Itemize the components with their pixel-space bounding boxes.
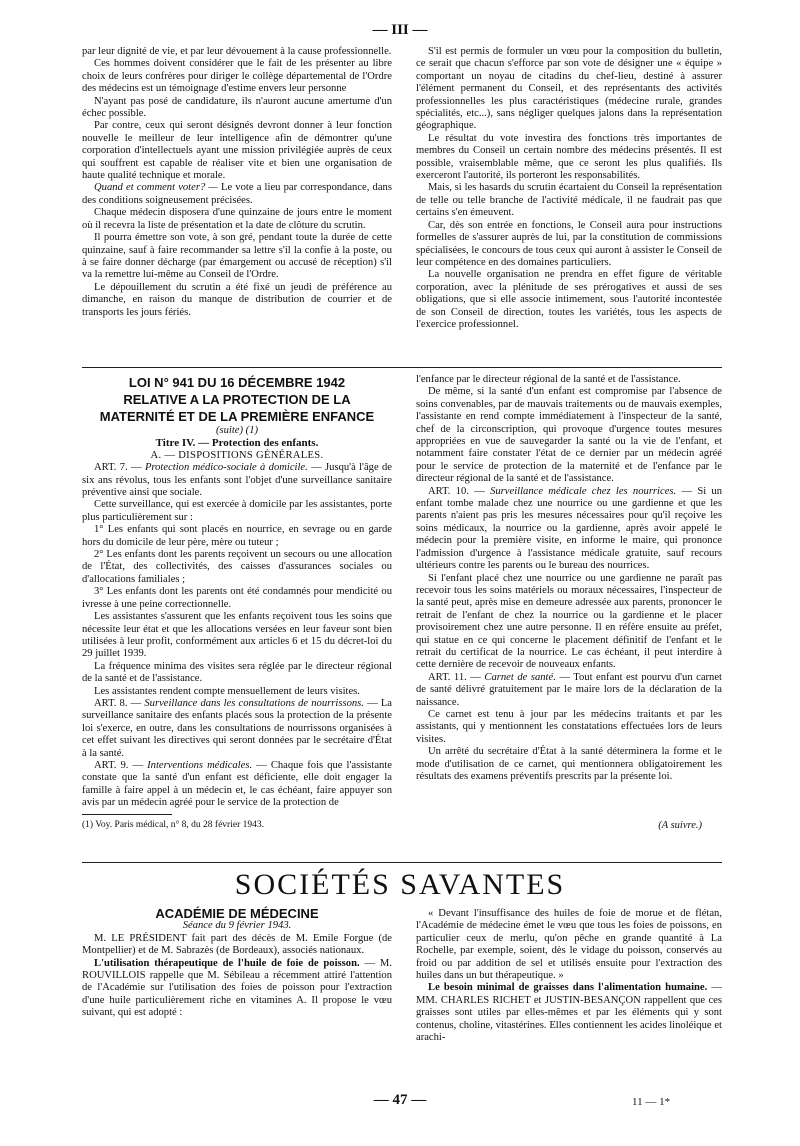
paragraph: 2° Les enfants dont les parents reçoivent un secours ou une allocation de l'État, des collectivités, des caisses d'assurances sociales ou d'allocations familiales ; [82, 549, 392, 585]
section-a-heading: A. — DISPOSITIONS GÉNÉRALES. [150, 449, 324, 461]
footnote: (1) Voy. Paris médical, n° 8, du 28 février 1943. [82, 820, 264, 830]
communication-text: — M. ROUVILLOIS rappelle que M. Sébileau a récemment attiré l'attention de l'Académie sur l'utilisation des foies de poisson pour l'extraction d'une huile particulièrement riche en vitamines A. Il propose le vœu suivant, qui est adopté : [82, 957, 393, 1019]
column-top-left [82, 46, 392, 319]
article-text: — Chaque fois que l'assistante constate que la santé d'un enfant est déficiente, elle doit engager la famille à faire appel à un médecin et, le cas échéant, faire appuyer son avis par un médecin agréé pour le service de la protection de [82, 759, 392, 809]
law-title-line-1: LOI N° 941 DU 16 DÉCEMBRE 1942 [128, 375, 346, 390]
law-suite: (suite) (1) [215, 425, 259, 436]
paragraph: par leur dignité de vie, et par leur dévouement à la cause professionnelle. [82, 46, 392, 57]
paragraph: M. LE PRÉSIDENT fait part des décès de M. Emile Forgue (de Montpellier) et de M. Sabrazès (de Bordeaux), associés nationaux. [82, 932, 392, 957]
article-title: Protection médico-sociale à domicile. [144, 462, 308, 474]
paragraph-text: Le vote a lieu par correspondance, dans des conditions soigneusement précisées. [82, 182, 392, 206]
paragraph: La fréquence minima des visites sera réglée par le directeur régional de la santé et de l'assistance. [82, 660, 392, 685]
paragraph: 1° Les enfants qui sont placés en nourrice, en sevrage ou en garde hors du domicile de leur père, mère ou tuteur ; [82, 524, 392, 548]
paragraph: Chaque médecin disposera d'une quinzaine de jours entre le moment où il recevra la liste de présentation et la date de clôture du scrutin. [82, 207, 392, 231]
paragraph: Les assistantes s'assurent que les enfants reçoivent tous les soins que nécessite leur état et que les allocations versées en leur faveur sont bien utilisées à leur profit, conformément aux articles 6 et 15 du décret-loi du 29 juillet 1939. [82, 611, 392, 660]
paragraph: Le dépouillement du scrutin a été fixé un jeudi de préférence au dimanche, en raison du manque de distribution de courrier et de transports les jours fériés. [82, 281, 392, 318]
article-8 [82, 698, 392, 760]
section-divider [82, 367, 722, 368]
page-number: — 47 — [373, 1092, 427, 1108]
communication [82, 958, 392, 1020]
article-text: — La surveillance sanitaire des enfants placés sous la protection de la présente loi s'exerce, en outre, dans les consultations de nourrissons organisées à cet effet suivant les directives qui seront données par le secrétaire d'État à la santé. [82, 697, 392, 759]
column-top-right [416, 46, 722, 331]
article-9 [82, 760, 392, 810]
paragraph: S'il est permis de formuler un vœu pour la composition du bulletin, ce serait que chacun s'efforce par son vote de désigner une « équipe » comportant un noyau de citadins du chef-lieu, destiné à assurer l'élément permanent du Conseil, et des représentants des activités professionnelles les plus caractéristiques (médecine rurale, grandes spécialités, etc...), sans négliger quelques jalons dans la représentation géographique. [416, 46, 722, 132]
law-title-line-2: RELATIVE A LA PROTECTION DE LA [123, 392, 351, 407]
a-suivre: (A suivre.) [658, 820, 702, 831]
article-text: — Jusqu'à l'âge de six ans révolus, tous les enfants sont l'objet d'une surveillance sanitaire préventive ainsi que sociale. [82, 462, 392, 499]
societes-savantes-banner: SOCIÉTÉS SAVANTES [234, 868, 566, 901]
paragraph: 3° Les enfants dont les parents ont été condamnés pour mendicité ou ivresse à une peine correctionnelle. [82, 586, 392, 610]
column-law-left [82, 374, 392, 810]
communication-title: Le besoin minimal de graisses dans l'alimentation humaine. [428, 982, 708, 994]
paragraph: Cette surveillance, qui est exercée à domicile par les assistantes, porte plus particulièrement sur : [82, 499, 392, 523]
signature-mark: 11 — 1* [632, 1096, 671, 1108]
paragraph: Mais, si les hasards du scrutin écartaient du Conseil la représentation de telle ou telle branche de l'activité médicale, il ne faudrait pas que certains s'en émeuvent. [416, 182, 722, 219]
article-lead: ART. 8. — [94, 697, 142, 709]
seance-date: Séance du 9 février 1943. [182, 920, 292, 932]
article-10 [416, 486, 722, 573]
column-bottom-right [416, 908, 722, 1044]
section-divider [82, 862, 722, 863]
paragraph: Les assistantes rendent compte mensuellement de leurs visites. [94, 685, 360, 697]
page-roman-number: — III — [372, 22, 428, 38]
article-7 [82, 462, 392, 499]
paragraph: Ces hommes doivent considérer que le fait de les présenter au libre choix de leurs confrères pour diriger le collège départemental de l'Ordre des médecins est un témoignage d'estime envers leur personne [82, 58, 392, 95]
paragraph: l'enfance par le directeur régional de la santé et de l'assistance. [416, 374, 681, 385]
article-lead: ART. 11. — [428, 671, 481, 683]
paragraph [82, 182, 392, 207]
title-iv: Titre IV. — Protection des enfants. [155, 437, 319, 450]
paragraph: Par contre, ceux qui seront désignés devront donner à leur fonction nouvelle le meilleur de leur intelligence afin de démontrer qu'une corporation d'intellectuels ayant une mission privilégiée auprès de ceux qui souffrent est capable de réaliser vite et bien une organisation de haute qualité technique et morale. [82, 120, 392, 182]
paragraph: La nouvelle organisation ne prendra en effet figure de véritable corporation, avec la plénitude de ses prérogatives et aussi de ses obligations, que si elle associe intimement, sous l'autorité incontestée de son Conseil de direction, toutes les variétés, tous les aspects de l'exercice professionnel. [416, 269, 722, 330]
communication-title: L'utilisation thérapeutique de l'huile de foie de poisson. [94, 957, 360, 969]
paragraph: Si l'enfant placé chez une nourrice ou une gardienne ne paraît pas recevoir tous les soins matériels ou moraux nécessaires, l'inspecteur de la santé peut, après mise en demeure adressée aux parents, prononcer le retrait de l'enfant de chez la nourrice ou la gardienne et le placer provisoirement chez une autre personne. Il en réfère ensuite au préfet, qui statue en ce qui concerne le placement définitif de l'enfant et le retrait du certificat de la nourrice. Le cas échéant, il peut interdire à cette dernière de recevoir de nouveaux enfants. [416, 572, 722, 671]
column-bottom-left [82, 908, 392, 1020]
footnote-rule [82, 814, 172, 815]
communication [416, 982, 722, 1044]
italic-lead: Quand et comment voter? — [94, 182, 218, 194]
paragraph: Un arrêté du secrétaire d'État à la santé déterminera la forme et le mode d'utilisation de ce carnet, qui mentionnera obligatoirement les résultats des examens préventifs prescrits par la présente loi. [416, 746, 722, 782]
article-lead: ART. 10. — [428, 485, 485, 497]
academie-heading: ACADÉMIE DE MÉDECINE [155, 906, 319, 921]
article-11 [416, 672, 722, 709]
article-lead: ART. 7. — [94, 462, 142, 474]
paragraph: « Devant l'insuffisance des huiles de foie de morue et de flétan, l'Académie de médecine émet le vœu que tous les foies de poissons, en particulier ceux de merlu, qu'on pêche en grande quantité à La Rochelle, par exemple, soient, dès le vidage du poisson, conservés au froid ou par addition de sel et utilisés ensuite pour l'extraction des huiles dans un but thérapeutique. » [416, 908, 722, 982]
column-law-right [416, 374, 722, 783]
paragraph: Ce carnet est tenu à jour par les médecins traitants et par les assistants, qui y mentionnent les constatations effectuées lors de leurs visites. [416, 708, 722, 745]
article-text: — Tout enfant est pourvu d'un carnet de santé délivré gratuitement par le maire lors de la déclaration de la naissance. [416, 671, 722, 708]
article-title: Surveillance dans les consultations de nourrissons. [144, 697, 364, 709]
paragraph: Le résultat du vote investira des fonctions très importantes de membres du Conseil un certain nombre des médecins présentés. Il est possible, vraisemblable même, que ce seront les plus qualifiés. Ils exerceront l'autorité, ils porteront les responsabilités. [416, 132, 722, 182]
communication-text: — MM. CHARLES RICHET et JUSTIN-BESANÇON rappellent que ces graisses sont utiles par elles-mêmes et par les éléments qui y sont contenus, choline, vitastérines. Elles contiennent les acides linoléique et arachi- [416, 982, 722, 1044]
paragraph: Car, dès son entrée en fonctions, le Conseil aura pour instructions formelles de s'assurer auprès de lui, par la constitution de commissions spécialisées, le concours de tous ceux qui auront à assister le Conseil de leur compétence en des domaines particuliers. [416, 219, 722, 268]
law-title-line-3: MATERNITÉ ET DE LA PREMIÈRE ENFANCE [99, 409, 375, 424]
paragraph: N'ayant pas posé de candidature, ils n'auront aucune amertume d'un échec possible. [82, 95, 392, 120]
paragraph: De même, si la santé d'un enfant est compromise par l'absence de soins convenables, par de mauvais traitements ou de mauvais exemples, l'assistante en rend compte immédiatement à l'inspecteur de la santé, chef de la circonscription, qui provoque d'urgence toutes mesures appropriées en vue de sauvegarder la santé ou la vie de l'enfant, et notamment faire constater l'état de ce dernier par un médecin agréé pour le service de protection de la maternité et de l'enfance par le directeur régional de la santé et de l'assistance. [416, 386, 722, 485]
article-title: Carnet de santé. [484, 671, 556, 683]
article-title: Interventions médicales. [147, 759, 253, 771]
article-text: — Si un enfant tombe malade chez une nourrice ou une gardienne et que les parents n'aient pas pris les mesures nécessaires pour qu'il reçoive les soins médicaux, la nourrice ou la gardienne, après avoir appelé le médecin pour la première visite, en informe le maire, qui prononce l'admission d'urgence à l'assistance médicale gratuite, sauf recours ultérieurs contre les parents ou le bureau des nourrices. [416, 485, 723, 572]
paragraph: Il pourra émettre son vote, à son gré, pendant toute la durée de cette quinzaine, sauf à faire recommander sa lettre s'il la confie à la poste, ou à se faire donner décharge (par émargement ou accusé de réception) s'il va la remettre lui-même au Conseil de l'Ordre. [82, 232, 392, 281]
article-lead: ART. 9. — [94, 759, 144, 771]
article-title: Surveillance médicale chez les nourrices. [490, 485, 677, 497]
